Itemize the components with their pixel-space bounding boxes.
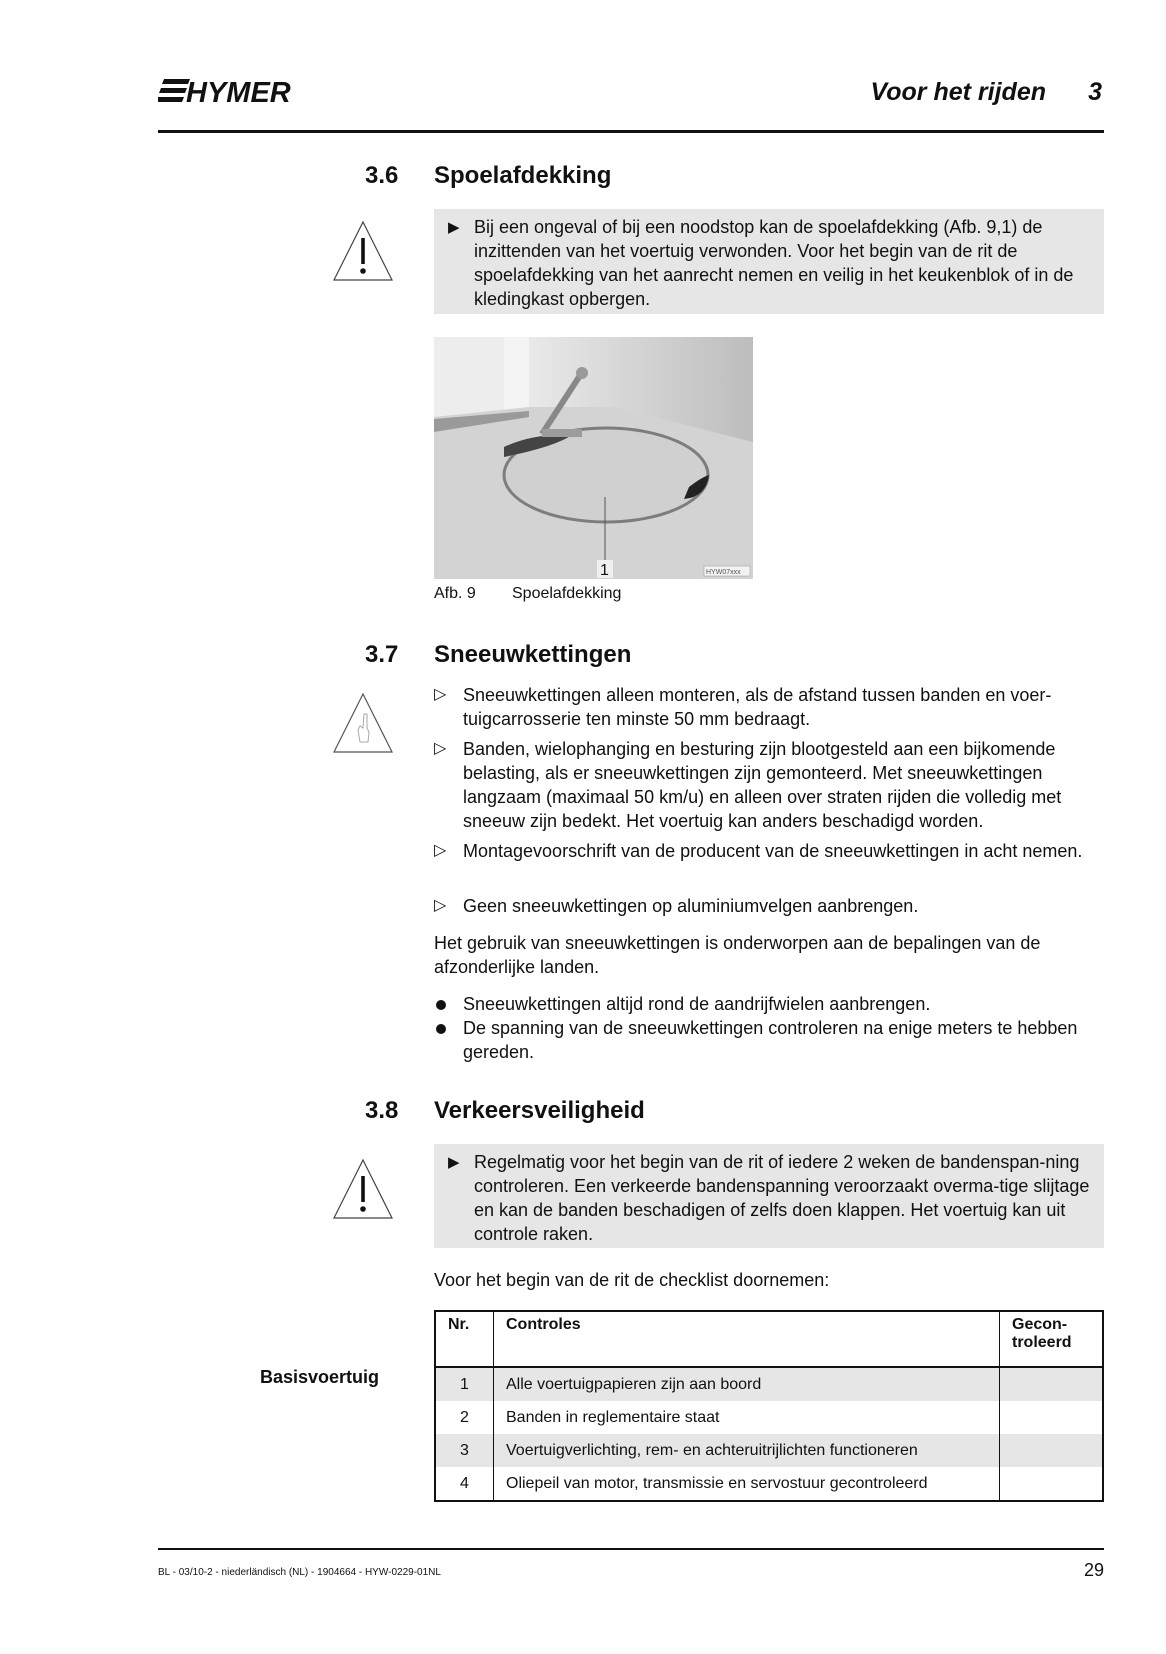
section-title: Sneeuwkettingen <box>434 641 632 668</box>
paragraph: Het gebruik van sneeuwkettingen is onderworpen aan de bepalingen van de afzonderlijke landen. <box>434 933 1041 977</box>
table-header-row <box>435 1311 1103 1367</box>
arrow-right-icon: ▶ <box>448 219 460 236</box>
warning-box <box>434 209 1104 314</box>
checked-cell[interactable] <box>1000 1401 1104 1434</box>
figure-caption: Spoelafdekking <box>512 585 622 602</box>
warning-text: Bij een ongeval of bij een noodstop kan de spoelafdekking (Afb. 9,1) de inzittenden van het voertuig verwonden. Voor het begin van de rit de spoelafdekking van het aanrecht nemen en veilig in het keukenblok of in de kledingkast opbergen. <box>474 217 1074 309</box>
footer-rule <box>158 1548 1104 1550</box>
note-item: ▷ Sneeuwkettingen alleen monteren, als de afstand tussen banden en voer-tuigcarrosserie ten minste 50 mm bedraagt. <box>434 685 1052 729</box>
chapter-title: Voor het rijden <box>870 78 1046 106</box>
header-nr: Nr. <box>435 1311 494 1367</box>
section-title: Spoelafdekking <box>434 162 612 189</box>
section-number: 3.7 <box>365 641 399 668</box>
arrow-right-icon: ▶ <box>448 1154 460 1171</box>
bullet-item: De spanning van de sneeuwkettingen controleren na enige meters te hebben gereden. <box>434 1016 1104 1064</box>
outline-arrow-icon: ▷ <box>434 897 447 914</box>
table-row: 2 Banden in reglementaire staat <box>435 1401 1103 1434</box>
checked-cell[interactable] <box>1000 1467 1104 1501</box>
warning-text: Regelmatig voor het begin van de rit of iedere 2 weken de bandenspan-ning controleren. Een verkeerde bandenspanning veroorzaakt overma-tige slijtage en kan de banden beschadigen of zelfs doen klappen. Het voertuig kan uit controle raken. <box>474 1152 1090 1244</box>
outline-arrow-icon: ▷ <box>434 740 447 757</box>
note-item: ▷ Montagevoorschrift van de producent van de sneeuwkettingen in acht nemen. <box>434 841 1083 861</box>
table-row: 1 Alle voertuigpapieren zijn aan boord <box>435 1367 1103 1401</box>
warning-box <box>434 1144 1104 1248</box>
hymer-logo <box>158 76 326 106</box>
bullet-icon <box>436 1024 446 1034</box>
table-row: 4 Oliepeil van motor, transmissie en servostuur gecontroleerd <box>435 1467 1103 1501</box>
note-item: ▷ Banden, wielophanging en besturing zijn blootgesteld aan een bijkomende belasting, als er sneeuwkettingen zijn gemonteerd. Met sneeuwkettingen langzaam (maximaal 50 km/u) en alleen over straten rijden die volledig met sneeuw zijn bedekt. Het voertuig kan anders beschadigd worden. <box>434 739 1062 831</box>
logo-text: HYMER <box>186 77 291 106</box>
section-title: Verkeersveiligheid <box>434 1097 645 1124</box>
outline-arrow-icon: ▷ <box>434 842 447 859</box>
checklist-table <box>434 1310 1104 1502</box>
document-code: BL - 03/10-2 - niederländisch (NL) - 1904664 - HYW-0229-01NL <box>158 1567 441 1578</box>
header-gecontroleerd: Gecon-troleerd <box>1000 1311 1104 1367</box>
side-label: Basisvoertuig <box>260 1367 380 1387</box>
chapter-number: 3 <box>1088 78 1102 106</box>
figure-label: Afb. 9 <box>434 585 476 602</box>
table-row: 3 Voertuigverlichting, rem- en achteruitrijlichten functioneren <box>435 1434 1103 1467</box>
header-controles: Controles <box>494 1311 1000 1367</box>
warning-exclamation-icon <box>332 220 394 280</box>
section-number: 3.8 <box>365 1097 399 1124</box>
warning-exclamation-icon <box>332 1158 394 1218</box>
header-rule <box>158 130 1104 133</box>
page-number: 29 <box>1083 1560 1104 1580</box>
bullet-item: Sneeuwkettingen altijd rond de aandrijfwielen aanbrengen. <box>434 992 1104 1016</box>
figure-photo <box>434 337 753 579</box>
figure-callout: 1 <box>600 562 609 579</box>
section-number: 3.6 <box>365 162 399 189</box>
checked-cell[interactable] <box>1000 1367 1104 1401</box>
outline-arrow-icon: ▷ <box>434 686 447 703</box>
image-code: HYW07xxx <box>706 569 741 576</box>
attention-hand-icon <box>332 692 394 752</box>
bullet-icon <box>436 1000 446 1010</box>
checklist-intro: Voor het begin van de rit de checklist doornemen: <box>434 1270 830 1290</box>
note-item: ▷ Geen sneeuwkettingen op aluminiumvelgen aanbrengen. <box>434 896 919 916</box>
checked-cell[interactable] <box>1000 1434 1104 1467</box>
